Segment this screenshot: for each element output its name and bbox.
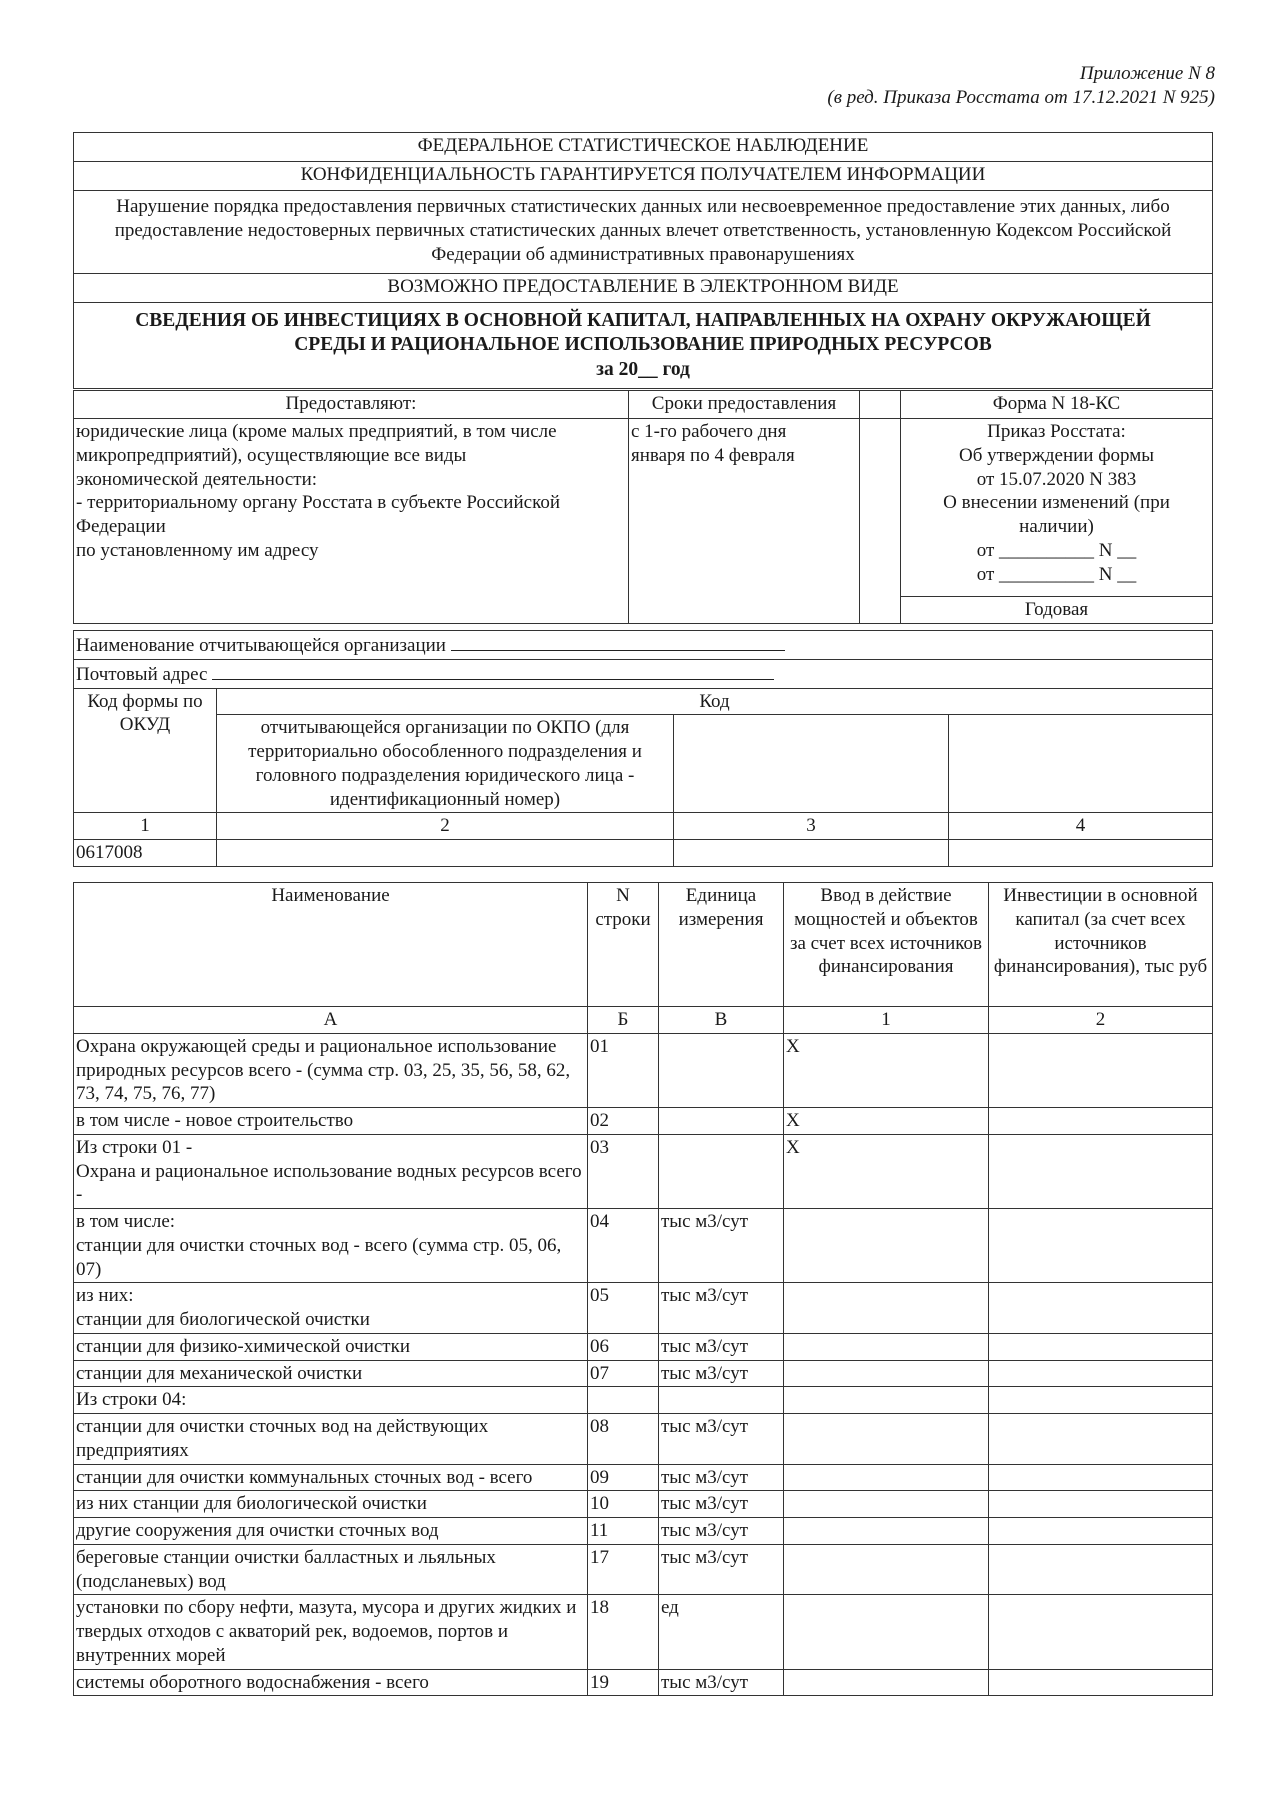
- row-number: 18: [588, 1595, 659, 1669]
- row-commissioning[interactable]: X: [784, 1108, 989, 1135]
- deadline-line: с 1-го рабочего дня: [631, 421, 787, 442]
- col-num-1: 1: [74, 813, 217, 840]
- col-header-name: Наименование: [74, 883, 588, 1007]
- row-investments[interactable]: [989, 1464, 1213, 1491]
- row-name: станции для механической очистки: [74, 1360, 588, 1387]
- form-number: Форма N 18-КС: [901, 391, 1213, 419]
- col-num-4: 4: [949, 813, 1213, 840]
- row-number: 11: [588, 1518, 659, 1545]
- row-number: 06: [588, 1333, 659, 1360]
- code-2: 2: [989, 1007, 1213, 1034]
- code-a: А: [74, 1007, 588, 1034]
- row-investments[interactable]: [989, 1209, 1213, 1283]
- code-3-field[interactable]: [674, 840, 949, 867]
- row-investments[interactable]: [989, 1033, 1213, 1107]
- appendix-note: [827, 62, 1215, 110]
- row-unit: ед: [659, 1595, 784, 1669]
- table-row: [74, 1333, 1213, 1360]
- who-line: экономической деятельности:: [76, 468, 318, 490]
- code-col-4-header: [949, 715, 1213, 813]
- row-commissioning[interactable]: [784, 1491, 989, 1518]
- col-header-investments: Инвестиции в основной капитал (за счет всех источников финансирования), тыс руб: [989, 883, 1213, 1007]
- data-rows: [74, 1033, 1213, 1696]
- row-unit: тыс м3/сут: [659, 1669, 784, 1696]
- order-line: от __________ N __: [976, 539, 1137, 561]
- row-name: Из строки 01 - Охрана и рациональное использование водных ресурсов всего -: [74, 1134, 588, 1208]
- row-commissioning[interactable]: [784, 1360, 989, 1387]
- row-unit: тыс м3/сут: [659, 1544, 784, 1595]
- row-number: 10: [588, 1491, 659, 1518]
- row-number: 03: [588, 1134, 659, 1208]
- who-header: Предоставляют:: [74, 391, 629, 419]
- row-investments[interactable]: [989, 1333, 1213, 1360]
- row-name: из них: станции для биологической очистки: [74, 1283, 588, 1334]
- table-row: [74, 1464, 1213, 1491]
- row-number: 01: [588, 1033, 659, 1107]
- table-row: [74, 1669, 1213, 1696]
- form-title: [74, 303, 1213, 389]
- title-line-1: СВЕДЕНИЯ ОБ ИНВЕСТИЦИЯХ В ОСНОВНОЙ КАПИТАЛ, НАПРАВЛЕННЫХ НА ОХРАНУ ОКРУЖАЮЩЕЙ: [135, 310, 1151, 331]
- row-name: другие сооружения для очистки сточных вод: [74, 1518, 588, 1545]
- col-header-row-num: N строки: [588, 883, 659, 1007]
- organization-table: [73, 630, 1213, 867]
- order-line: от 15.07.2020 N 383: [976, 468, 1137, 490]
- row-name: в том числе: станции для очистки сточных вод - всего (сумма стр. 05, 06, 07): [74, 1209, 588, 1283]
- col-num-3: 3: [674, 813, 949, 840]
- row-investments[interactable]: [989, 1595, 1213, 1669]
- table-row: [74, 1491, 1213, 1518]
- order-line: Об утверждении формы: [958, 444, 1155, 466]
- electronic-note: ВОЗМОЖНО ПРЕДОСТАВЛЕНИЕ В ЭЛЕКТРОННОМ ВИДЕ: [74, 274, 1213, 303]
- row-investments[interactable]: [989, 1283, 1213, 1334]
- row-number: 05: [588, 1283, 659, 1334]
- row-commissioning[interactable]: [784, 1595, 989, 1669]
- col-num-2: 2: [217, 813, 674, 840]
- spacer-cell: [860, 419, 901, 624]
- row-unit: тыс м3/сут: [659, 1209, 784, 1283]
- row-name: из них станции для биологической очистки: [74, 1491, 588, 1518]
- liability-warning: Нарушение порядка предоставления первичных статистических данных или несвоевременное предоставление этих данных, либо предоставление недостоверных первичных статистических данных влечет ответственность, установленную Кодексом Российской Федерации об административных правонарушениях: [74, 191, 1213, 274]
- row-name: в том числе - новое строительство: [74, 1108, 588, 1135]
- org-name-label: Наименование отчитывающейся организации: [76, 635, 446, 656]
- row-unit: тыс м3/сут: [659, 1518, 784, 1545]
- submission-table: [73, 390, 1213, 624]
- row-unit: [659, 1108, 784, 1135]
- row-name: береговые станции очистки балластных и льяльных (подсланевых) вод: [74, 1544, 588, 1595]
- table-row: [74, 1134, 1213, 1208]
- row-investments[interactable]: [989, 1669, 1213, 1696]
- table-row: [74, 1108, 1213, 1135]
- row-number: 19: [588, 1669, 659, 1696]
- table-row: [74, 1360, 1213, 1387]
- row-commissioning[interactable]: [784, 1669, 989, 1696]
- table-row: [74, 1595, 1213, 1669]
- deadline-line: января по 4 февраля: [631, 444, 795, 466]
- who-line: - территориальному органу Росстата в субъекте Российской: [76, 492, 561, 514]
- deadline-text: [629, 419, 860, 624]
- row-name: Из строки 04:: [74, 1387, 588, 1414]
- appendix-edition: (в ред. Приказа Росстата от 17.12.2021 N 925): [827, 86, 1215, 108]
- row-investments[interactable]: [989, 1134, 1213, 1208]
- table-row: [74, 1518, 1213, 1545]
- row-name: станции для очистки сточных вод на действующих предприятиях: [74, 1414, 588, 1465]
- confidentiality-note: КОНФИДЕНЦИАЛЬНОСТЬ ГАРАНТИРУЕТСЯ ПОЛУЧАТЕЛЕМ ИНФОРМАЦИИ: [74, 162, 1213, 191]
- row-unit: тыс м3/сут: [659, 1414, 784, 1465]
- row-investments[interactable]: [989, 1544, 1213, 1595]
- table-row: [74, 1033, 1213, 1107]
- row-investments[interactable]: [989, 1414, 1213, 1465]
- row-name: станции для физико-химической очистки: [74, 1333, 588, 1360]
- table-row: [74, 1387, 1213, 1414]
- row-investments[interactable]: [989, 1108, 1213, 1135]
- order-line: Приказ Росстата:: [987, 421, 1126, 442]
- code-header: Код: [217, 688, 1213, 715]
- approval-order: [901, 419, 1213, 597]
- okud-code: 0617008: [74, 840, 217, 867]
- code-v: В: [659, 1007, 784, 1034]
- title-line-2: СРЕДЫ И РАЦИОНАЛЬНОЕ ИСПОЛЬЗОВАНИЕ ПРИРОДНЫХ РЕСУРСОВ: [294, 334, 992, 356]
- table-row: [74, 1544, 1213, 1595]
- federal-observation: ФЕДЕРАЛЬНОЕ СТАТИСТИЧЕСКОЕ НАБЛЮДЕНИЕ: [74, 133, 1213, 162]
- okpo-header: отчитывающейся организации по ОКПО (для территориально обособленного подразделения и головного подразделения юридического лица - идентификационный номер): [217, 715, 674, 813]
- col-header-commissioning: Ввод в действие мощностей и объектов за счет всех источников финансирования: [784, 883, 989, 1007]
- code-b: Б: [588, 1007, 659, 1034]
- okpo-code-field[interactable]: [217, 840, 674, 867]
- row-commissioning[interactable]: X: [784, 1134, 989, 1208]
- row-investments[interactable]: [989, 1360, 1213, 1387]
- row-commissioning[interactable]: [784, 1387, 989, 1414]
- who-line: микропредприятий), осуществляющие все виды: [76, 444, 467, 466]
- title-period: за 20__ год: [596, 358, 690, 380]
- row-commissioning[interactable]: [784, 1464, 989, 1491]
- row-unit: тыс м3/сут: [659, 1283, 784, 1334]
- appendix-number: Приложение N 8: [1079, 63, 1215, 84]
- row-number: 09: [588, 1464, 659, 1491]
- row-unit: тыс м3/сут: [659, 1333, 784, 1360]
- postal-address-field[interactable]: [212, 661, 774, 680]
- who-text: [74, 419, 629, 624]
- row-unit: [659, 1033, 784, 1107]
- row-unit: тыс м3/сут: [659, 1491, 784, 1518]
- table-row: [74, 1283, 1213, 1334]
- row-commissioning[interactable]: [784, 1333, 989, 1360]
- col-header-unit: Единица измерения: [659, 883, 784, 1007]
- row-unit: тыс м3/сут: [659, 1360, 784, 1387]
- row-number: 02: [588, 1108, 659, 1135]
- order-line: наличии): [1019, 516, 1094, 537]
- row-investments[interactable]: [989, 1518, 1213, 1545]
- row-number: 04: [588, 1209, 659, 1283]
- row-name: Охрана окружающей среды и рациональное использование природных ресурсов всего - (сумма стр. 03, 25, 35, 56, 58, 62, 73, 74, 75, 76, 77): [74, 1033, 588, 1107]
- postal-address-row: [74, 659, 1213, 688]
- row-commissioning[interactable]: [784, 1414, 989, 1465]
- row-unit: [659, 1387, 784, 1414]
- org-name-field[interactable]: [451, 632, 785, 651]
- row-commissioning[interactable]: [784, 1544, 989, 1595]
- row-number: [588, 1387, 659, 1414]
- row-number: 08: [588, 1414, 659, 1465]
- who-line: по установленному им адресу: [76, 539, 319, 561]
- row-number: 17: [588, 1544, 659, 1595]
- header-table: [73, 132, 1213, 389]
- code-col-3-header: [674, 715, 949, 813]
- row-name: станции для очистки коммунальных сточных вод - всего: [74, 1464, 588, 1491]
- code-4-field[interactable]: [949, 840, 1213, 867]
- row-investments[interactable]: [989, 1491, 1213, 1518]
- row-name: установки по сбору нефти, мазута, мусора и других жидких и твердых отходов с акваторий рек, водоемов, портов и внутренних морей: [74, 1595, 588, 1669]
- order-line: О внесении изменений (при: [943, 492, 1170, 514]
- row-unit: [659, 1134, 784, 1208]
- row-unit: тыс м3/сут: [659, 1464, 784, 1491]
- row-name: системы оборотного водоснабжения - всего: [74, 1669, 588, 1696]
- row-commissioning[interactable]: [784, 1209, 989, 1283]
- order-line: от __________ N __: [976, 563, 1137, 585]
- who-line: Федерации: [76, 516, 166, 537]
- periodicity: Годовая: [901, 597, 1213, 624]
- who-line: юридические лица (кроме малых предприятий, в том числе: [76, 421, 557, 442]
- row-commissioning[interactable]: X: [784, 1033, 989, 1107]
- row-investments[interactable]: [989, 1387, 1213, 1414]
- table-row: [74, 1414, 1213, 1465]
- code-1: 1: [784, 1007, 989, 1034]
- spacer-cell: [860, 391, 901, 419]
- table-row: [74, 1209, 1213, 1283]
- okud-header: Код формы по ОКУД: [74, 688, 217, 813]
- deadline-header: Сроки предоставления: [629, 391, 860, 419]
- row-commissioning[interactable]: [784, 1518, 989, 1545]
- row-commissioning[interactable]: [784, 1283, 989, 1334]
- postal-address-label: Почтовый адрес: [76, 663, 208, 685]
- main-table: [73, 882, 1213, 1696]
- row-number: 07: [588, 1360, 659, 1387]
- org-name-row: [74, 631, 1213, 660]
